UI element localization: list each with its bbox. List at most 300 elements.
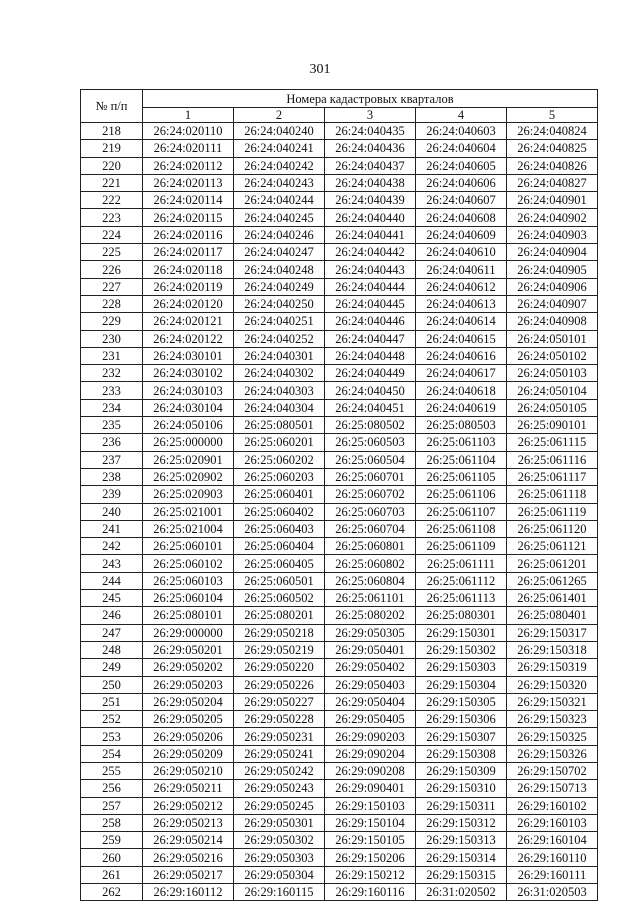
cadastral-number-cell: 26:24:040440 [325, 209, 416, 226]
cadastral-number-cell: 26:25:060405 [234, 555, 325, 572]
cadastral-number-cell: 26:24:040435 [325, 123, 416, 140]
table-row [81, 157, 598, 174]
cadastral-number-cell: 26:25:061201 [507, 555, 598, 572]
cadastral-number-cell: 26:29:050201 [143, 641, 234, 658]
cadastral-number-cell: 26:29:050304 [234, 866, 325, 883]
cadastral-number-cell: 26:24:040446 [325, 313, 416, 330]
row-number-cell: 225 [81, 244, 143, 261]
row-number-header: № п/п [81, 90, 143, 123]
cadastral-number-cell: 26:25:060702 [325, 486, 416, 503]
cadastral-number-cell: 26:25:061116 [507, 451, 598, 468]
cadastral-number-cell: 26:24:040450 [325, 382, 416, 399]
cadastral-number-cell: 26:29:150317 [507, 624, 598, 641]
cadastral-number-cell: 26:29:090204 [325, 745, 416, 762]
cadastral-number-cell: 26:24:040243 [234, 174, 325, 191]
cadastral-number-cell: 26:25:060104 [143, 590, 234, 607]
table-row [81, 728, 598, 745]
table-row [81, 365, 598, 382]
cadastral-number-cell: 26:25:061118 [507, 486, 598, 503]
cadastral-number-cell: 26:29:160104 [507, 832, 598, 849]
cadastral-number-cell: 26:25:061109 [416, 538, 507, 555]
cadastral-number-cell: 26:24:040247 [234, 244, 325, 261]
table-body [81, 123, 598, 901]
cadastral-number-cell: 26:25:060202 [234, 451, 325, 468]
cadastral-number-cell: 26:25:080202 [325, 607, 416, 624]
cadastral-number-cell: 26:29:090203 [325, 728, 416, 745]
table-row [81, 641, 598, 658]
cadastral-number-cell: 26:24:020118 [143, 261, 234, 278]
cadastral-number-cell: 26:25:061107 [416, 503, 507, 520]
row-number-cell: 253 [81, 728, 143, 745]
page-number: 301 [309, 62, 331, 77]
cadastral-number-cell: 26:29:050216 [143, 849, 234, 866]
cadastral-number-cell: 26:25:020901 [143, 451, 234, 468]
cadastral-number-cell: 26:24:040618 [416, 382, 507, 399]
cadastral-number-cell: 26:24:030101 [143, 347, 234, 364]
cadastral-number-cell: 26:24:040240 [234, 123, 325, 140]
cadastral-number-cell: 26:25:060801 [325, 538, 416, 555]
cadastral-number-cell: 26:24:040244 [234, 192, 325, 209]
cadastral-numbers-header: Номера кадастровых кварталов [143, 90, 598, 108]
cadastral-number-cell: 26:24:040615 [416, 330, 507, 347]
row-number-cell: 243 [81, 555, 143, 572]
cadastral-number-cell: 26:24:040251 [234, 313, 325, 330]
cadastral-number-cell: 26:24:040908 [507, 313, 598, 330]
table-row [81, 313, 598, 330]
column-number-5: 5 [507, 108, 598, 123]
cadastral-number-cell: 26:29:050205 [143, 711, 234, 728]
table-row [81, 417, 598, 434]
row-number-cell: 236 [81, 434, 143, 451]
row-number-cell: 226 [81, 261, 143, 278]
row-number-cell: 246 [81, 607, 143, 624]
cadastral-number-cell: 26:29:050231 [234, 728, 325, 745]
cadastral-number-cell: 26:29:050218 [234, 624, 325, 641]
cadastral-number-cell: 26:25:061121 [507, 538, 598, 555]
column-number-4: 4 [416, 108, 507, 123]
table-row [81, 832, 598, 849]
cadastral-number-cell: 26:24:020113 [143, 174, 234, 191]
cadastral-number-cell: 26:29:050213 [143, 814, 234, 831]
table-row [81, 123, 598, 140]
cadastral-number-cell: 26:29:050227 [234, 693, 325, 710]
cadastral-number-cell: 26:29:160111 [507, 866, 598, 883]
row-number-cell: 256 [81, 780, 143, 797]
table-row [81, 572, 598, 589]
table-row [81, 278, 598, 295]
cadastral-number-cell: 26:29:150713 [507, 780, 598, 797]
cadastral-number-cell: 26:29:150301 [416, 624, 507, 641]
row-number-cell: 220 [81, 157, 143, 174]
cadastral-number-cell: 26:24:040246 [234, 226, 325, 243]
cadastral-number-cell: 26:25:061265 [507, 572, 598, 589]
cadastral-number-cell: 26:24:040826 [507, 157, 598, 174]
row-number-cell: 235 [81, 417, 143, 434]
cadastral-number-cell: 26:25:061120 [507, 520, 598, 537]
cadastral-quarters-table [80, 89, 598, 901]
row-number-cell: 227 [81, 278, 143, 295]
cadastral-number-cell: 26:24:040905 [507, 261, 598, 278]
cadastral-number-cell: 26:25:060802 [325, 555, 416, 572]
cadastral-number-cell: 26:25:061401 [507, 590, 598, 607]
cadastral-number-cell: 26:24:040827 [507, 174, 598, 191]
cadastral-number-cell: 26:29:050242 [234, 762, 325, 779]
table-row [81, 780, 598, 797]
cadastral-number-cell: 26:29:150319 [507, 659, 598, 676]
row-number-cell: 249 [81, 659, 143, 676]
row-number-cell: 241 [81, 520, 143, 537]
table-row [81, 745, 598, 762]
cadastral-number-cell: 26:25:060404 [234, 538, 325, 555]
cadastral-number-cell: 26:24:040252 [234, 330, 325, 347]
row-number-cell: 248 [81, 641, 143, 658]
cadastral-number-cell: 26:29:150318 [507, 641, 598, 658]
cadastral-number-cell: 26:25:060503 [325, 434, 416, 451]
cadastral-number-cell: 26:24:020120 [143, 295, 234, 312]
table-row [81, 676, 598, 693]
cadastral-number-cell: 26:25:000000 [143, 434, 234, 451]
cadastral-number-cell: 26:25:060403 [234, 520, 325, 537]
cadastral-number-cell: 26:29:050404 [325, 693, 416, 710]
cadastral-number-cell: 26:29:150212 [325, 866, 416, 883]
row-number-cell: 232 [81, 365, 143, 382]
table-row [81, 814, 598, 831]
cadastral-number-cell: 26:29:050402 [325, 659, 416, 676]
row-number-cell: 250 [81, 676, 143, 693]
table-row [81, 244, 598, 261]
cadastral-number-cell: 26:25:060103 [143, 572, 234, 589]
cadastral-number-cell: 26:25:061106 [416, 486, 507, 503]
row-number-cell: 218 [81, 123, 143, 140]
cadastral-number-cell: 26:29:160110 [507, 849, 598, 866]
cadastral-number-cell: 26:25:061115 [507, 434, 598, 451]
row-number-cell: 247 [81, 624, 143, 641]
table-row [81, 555, 598, 572]
cadastral-number-cell: 26:24:040619 [416, 399, 507, 416]
cadastral-number-cell: 26:24:040604 [416, 140, 507, 157]
cadastral-number-cell: 26:29:150325 [507, 728, 598, 745]
row-number-cell: 223 [81, 209, 143, 226]
table-row [81, 849, 598, 866]
row-number-cell: 239 [81, 486, 143, 503]
cadastral-number-cell: 26:24:040824 [507, 123, 598, 140]
row-number-cell: 242 [81, 538, 143, 555]
row-number-cell: 262 [81, 884, 143, 901]
cadastral-number-cell: 26:29:150315 [416, 866, 507, 883]
cadastral-number-cell: 26:29:050214 [143, 832, 234, 849]
cadastral-number-cell: 26:24:040437 [325, 157, 416, 174]
cadastral-number-cell: 26:25:060401 [234, 486, 325, 503]
cadastral-number-cell: 26:29:160112 [143, 884, 234, 901]
cadastral-number-cell: 26:24:040248 [234, 261, 325, 278]
cadastral-number-cell: 26:25:060501 [234, 572, 325, 589]
cadastral-number-cell: 26:24:040444 [325, 278, 416, 295]
cadastral-number-cell: 26:24:040611 [416, 261, 507, 278]
cadastral-number-cell: 26:24:030102 [143, 365, 234, 382]
cadastral-number-cell: 26:24:040438 [325, 174, 416, 191]
cadastral-number-cell: 26:29:150326 [507, 745, 598, 762]
cadastral-number-cell: 26:29:000000 [143, 624, 234, 641]
cadastral-number-cell: 26:24:040445 [325, 295, 416, 312]
cadastral-number-cell: 26:25:060701 [325, 468, 416, 485]
table-row [81, 140, 598, 157]
table-row [81, 711, 598, 728]
cadastral-number-cell: 26:29:150307 [416, 728, 507, 745]
cadastral-number-cell: 26:25:020903 [143, 486, 234, 503]
cadastral-number-cell: 26:24:040903 [507, 226, 598, 243]
cadastral-number-cell: 26:29:160115 [234, 884, 325, 901]
cadastral-number-cell: 26:25:080401 [507, 607, 598, 624]
cadastral-number-cell: 26:24:040442 [325, 244, 416, 261]
cadastral-number-cell: 26:29:150313 [416, 832, 507, 849]
cadastral-number-cell: 26:24:040606 [416, 174, 507, 191]
cadastral-number-cell: 26:29:150311 [416, 797, 507, 814]
cadastral-number-cell: 26:24:020111 [143, 140, 234, 157]
cadastral-number-cell: 26:24:040612 [416, 278, 507, 295]
cadastral-number-cell: 26:24:040451 [325, 399, 416, 416]
cadastral-number-cell: 26:29:050206 [143, 728, 234, 745]
table-row [81, 347, 598, 364]
cadastral-number-cell: 26:25:061119 [507, 503, 598, 520]
cadastral-number-cell: 26:24:020112 [143, 157, 234, 174]
row-number-cell: 231 [81, 347, 143, 364]
table-row [81, 659, 598, 676]
cadastral-number-cell: 26:29:050226 [234, 676, 325, 693]
cadastral-number-cell: 26:29:050243 [234, 780, 325, 797]
column-number-2: 2 [234, 108, 325, 123]
cadastral-number-cell: 26:24:040614 [416, 313, 507, 330]
table-row [81, 538, 598, 555]
cadastral-number-cell: 26:29:150105 [325, 832, 416, 849]
table-row [81, 468, 598, 485]
cadastral-number-cell: 26:24:050101 [507, 330, 598, 347]
table-row [81, 192, 598, 209]
cadastral-number-cell: 26:24:020110 [143, 123, 234, 140]
cadastral-number-cell: 26:24:040241 [234, 140, 325, 157]
cadastral-number-cell: 26:24:040825 [507, 140, 598, 157]
row-number-cell: 260 [81, 849, 143, 866]
cadastral-number-cell: 26:24:040613 [416, 295, 507, 312]
cadastral-number-cell: 26:25:061103 [416, 434, 507, 451]
cadastral-number-cell: 26:25:061104 [416, 451, 507, 468]
cadastral-number-cell: 26:24:040448 [325, 347, 416, 364]
cadastral-number-cell: 26:24:040303 [234, 382, 325, 399]
cadastral-number-cell: 26:29:150306 [416, 711, 507, 728]
table-row [81, 399, 598, 416]
cadastral-number-cell: 26:24:040250 [234, 295, 325, 312]
table-row [81, 797, 598, 814]
cadastral-number-cell: 26:24:040607 [416, 192, 507, 209]
cadastral-number-cell: 26:29:050211 [143, 780, 234, 797]
cadastral-number-cell: 26:25:060704 [325, 520, 416, 537]
cadastral-number-cell: 26:24:040443 [325, 261, 416, 278]
cadastral-number-cell: 26:29:150702 [507, 762, 598, 779]
cadastral-number-cell: 26:24:020116 [143, 226, 234, 243]
cadastral-number-cell: 26:29:150320 [507, 676, 598, 693]
cadastral-number-cell: 26:29:050219 [234, 641, 325, 658]
cadastral-number-cell: 26:24:040906 [507, 278, 598, 295]
cadastral-number-cell: 26:29:050209 [143, 745, 234, 762]
table-row [81, 520, 598, 537]
table-row [81, 486, 598, 503]
cadastral-number-cell: 26:29:150309 [416, 762, 507, 779]
cadastral-number-cell: 26:24:040245 [234, 209, 325, 226]
cadastral-number-cell: 26:25:061101 [325, 590, 416, 607]
cadastral-number-cell: 26:29:160102 [507, 797, 598, 814]
cadastral-number-cell: 26:24:020121 [143, 313, 234, 330]
cadastral-number-cell: 26:24:020114 [143, 192, 234, 209]
table-row [81, 693, 598, 710]
table-row [81, 226, 598, 243]
row-number-cell: 219 [81, 140, 143, 157]
cadastral-number-cell: 26:24:050105 [507, 399, 598, 416]
row-number-cell: 234 [81, 399, 143, 416]
cadastral-number-cell: 26:24:040610 [416, 244, 507, 261]
cadastral-number-cell: 26:29:050202 [143, 659, 234, 676]
cadastral-number-cell: 26:24:020122 [143, 330, 234, 347]
row-number-cell: 233 [81, 382, 143, 399]
row-number-cell: 240 [81, 503, 143, 520]
cadastral-number-cell: 26:29:050228 [234, 711, 325, 728]
cadastral-number-cell: 26:29:050302 [234, 832, 325, 849]
table-row [81, 330, 598, 347]
cadastral-number-cell: 26:25:060703 [325, 503, 416, 520]
cadastral-number-cell: 26:24:040447 [325, 330, 416, 347]
cadastral-number-cell: 26:24:040439 [325, 192, 416, 209]
cadastral-number-cell: 26:24:040904 [507, 244, 598, 261]
cadastral-number-cell: 26:29:150206 [325, 849, 416, 866]
cadastral-number-cell: 26:25:080301 [416, 607, 507, 624]
cadastral-number-cell: 26:29:150314 [416, 849, 507, 866]
cadastral-number-cell: 26:29:050305 [325, 624, 416, 641]
cadastral-number-cell: 26:24:040902 [507, 209, 598, 226]
cadastral-number-cell: 26:25:060402 [234, 503, 325, 520]
table-row [81, 607, 598, 624]
table-row [81, 209, 598, 226]
cadastral-number-cell: 26:29:050241 [234, 745, 325, 762]
row-number-cell: 261 [81, 866, 143, 883]
cadastral-number-cell: 26:24:040449 [325, 365, 416, 382]
row-number-cell: 255 [81, 762, 143, 779]
cadastral-number-cell: 26:29:050405 [325, 711, 416, 728]
cadastral-number-cell: 26:29:050204 [143, 693, 234, 710]
cadastral-number-cell: 26:29:090401 [325, 780, 416, 797]
cadastral-number-cell: 26:24:040249 [234, 278, 325, 295]
cadastral-number-cell: 26:29:150321 [507, 693, 598, 710]
row-number-cell: 252 [81, 711, 143, 728]
table-row [81, 451, 598, 468]
cadastral-number-cell: 26:24:030104 [143, 399, 234, 416]
column-number-1: 1 [143, 108, 234, 123]
row-number-cell: 258 [81, 814, 143, 831]
cadastral-number-cell: 26:29:160103 [507, 814, 598, 831]
cadastral-number-cell: 26:31:020502 [416, 884, 507, 901]
table-row [81, 590, 598, 607]
cadastral-number-cell: 26:24:040907 [507, 295, 598, 312]
cadastral-number-cell: 26:25:061111 [416, 555, 507, 572]
cadastral-number-cell: 26:24:040302 [234, 365, 325, 382]
row-number-cell: 228 [81, 295, 143, 312]
column-number-3: 3 [325, 108, 416, 123]
cadastral-number-cell: 26:29:150304 [416, 676, 507, 693]
cadastral-number-cell: 26:29:050403 [325, 676, 416, 693]
cadastral-number-cell: 26:29:050217 [143, 866, 234, 883]
row-number-cell: 237 [81, 451, 143, 468]
cadastral-number-cell: 26:25:061105 [416, 468, 507, 485]
cadastral-number-cell: 26:25:020902 [143, 468, 234, 485]
cadastral-number-cell: 26:29:150104 [325, 814, 416, 831]
cadastral-number-cell: 26:25:060201 [234, 434, 325, 451]
table-row [81, 762, 598, 779]
row-number-cell: 224 [81, 226, 143, 243]
cadastral-number-cell: 26:29:150308 [416, 745, 507, 762]
cadastral-number-cell: 26:29:050220 [234, 659, 325, 676]
cadastral-number-cell: 26:25:060101 [143, 538, 234, 555]
table-row [81, 503, 598, 520]
table-row [81, 295, 598, 312]
cadastral-number-cell: 26:24:040608 [416, 209, 507, 226]
cadastral-number-cell: 26:24:040242 [234, 157, 325, 174]
row-number-cell: 244 [81, 572, 143, 589]
table-row [81, 866, 598, 883]
row-number-cell: 238 [81, 468, 143, 485]
cadastral-number-cell: 26:25:061113 [416, 590, 507, 607]
cadastral-number-cell: 26:25:080502 [325, 417, 416, 434]
cadastral-number-cell: 26:29:150323 [507, 711, 598, 728]
table-row [81, 884, 598, 901]
table-row [81, 624, 598, 641]
cadastral-number-cell: 26:24:040441 [325, 226, 416, 243]
cadastral-number-cell: 26:25:061108 [416, 520, 507, 537]
table-row [81, 174, 598, 191]
cadastral-number-cell: 26:29:150103 [325, 797, 416, 814]
cadastral-number-cell: 26:24:040617 [416, 365, 507, 382]
cadastral-number-cell: 26:25:090101 [507, 417, 598, 434]
cadastral-number-cell: 26:25:061117 [507, 468, 598, 485]
cadastral-number-cell: 26:25:060203 [234, 468, 325, 485]
cadastral-number-cell: 26:25:061112 [416, 572, 507, 589]
cadastral-number-cell: 26:25:080501 [234, 417, 325, 434]
cadastral-number-cell: 26:29:150310 [416, 780, 507, 797]
cadastral-number-cell: 26:25:080503 [416, 417, 507, 434]
cadastral-number-cell: 26:24:020115 [143, 209, 234, 226]
cadastral-number-cell: 26:29:150302 [416, 641, 507, 658]
cadastral-number-cell: 26:24:050102 [507, 347, 598, 364]
cadastral-number-cell: 26:24:050104 [507, 382, 598, 399]
cadastral-number-cell: 26:25:021001 [143, 503, 234, 520]
cadastral-number-cell: 26:25:060504 [325, 451, 416, 468]
cadastral-number-cell: 26:24:040304 [234, 399, 325, 416]
cadastral-number-cell: 26:24:050103 [507, 365, 598, 382]
cadastral-number-cell: 26:29:160116 [325, 884, 416, 901]
cadastral-number-cell: 26:29:090208 [325, 762, 416, 779]
cadastral-number-cell: 26:24:040436 [325, 140, 416, 157]
cadastral-number-cell: 26:24:040901 [507, 192, 598, 209]
cadastral-number-cell: 26:29:050212 [143, 797, 234, 814]
row-number-cell: 257 [81, 797, 143, 814]
row-number-cell: 230 [81, 330, 143, 347]
cadastral-number-cell: 26:31:020503 [507, 884, 598, 901]
cadastral-number-cell: 26:24:020117 [143, 244, 234, 261]
cadastral-number-cell: 26:29:050210 [143, 762, 234, 779]
cadastral-number-cell: 26:29:150305 [416, 693, 507, 710]
cadastral-number-cell: 26:25:060102 [143, 555, 234, 572]
row-number-cell: 221 [81, 174, 143, 191]
cadastral-number-cell: 26:24:040605 [416, 157, 507, 174]
cadastral-number-cell: 26:29:050245 [234, 797, 325, 814]
cadastral-number-cell: 26:24:020119 [143, 278, 234, 295]
cadastral-number-cell: 26:25:080201 [234, 607, 325, 624]
